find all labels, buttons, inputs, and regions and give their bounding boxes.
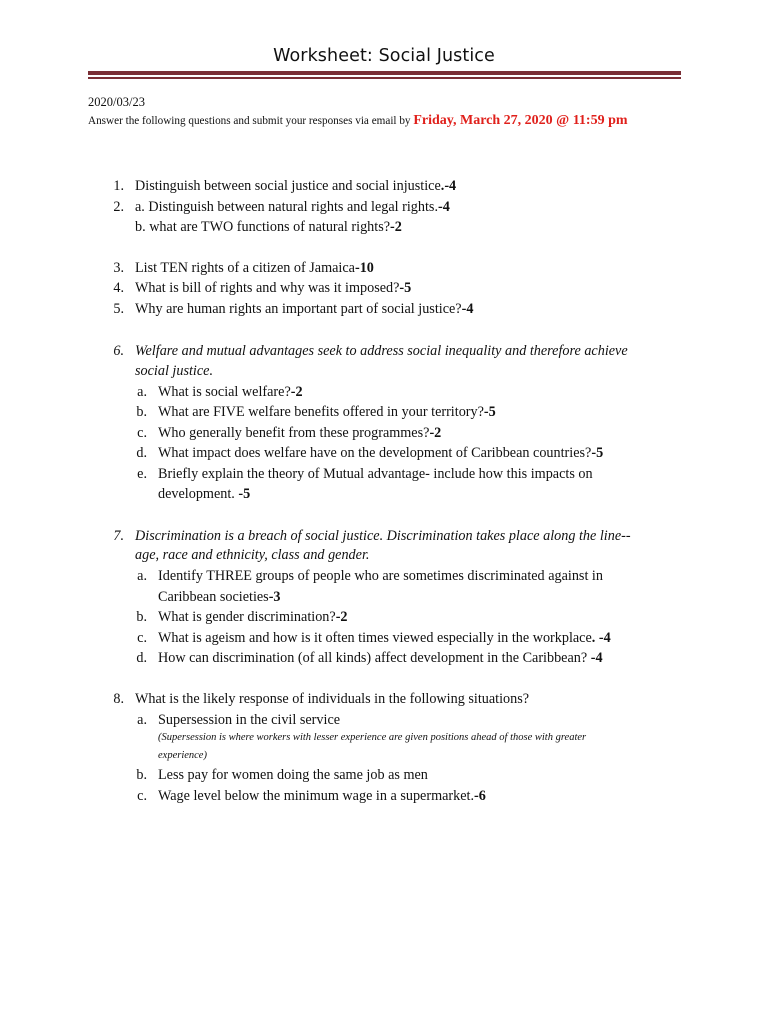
q8-number: 8. — [113, 691, 124, 707]
instruction-text: Answer the following questions and submit your responses via email by — [88, 115, 411, 127]
q6d-text: What impact does welfare have on the development of Caribbean countries? — [158, 445, 592, 461]
q3-text: List TEN rights of a citizen of Jamaica — [135, 260, 355, 276]
q7-number: 7. — [113, 528, 124, 544]
q6b-text: What are FIVE welfare benefits offered in your territory? — [158, 404, 484, 420]
q4-number: 4. — [113, 280, 124, 296]
q5-text: Why are human rights an important part of social justice? — [135, 301, 462, 317]
q7d-text: How can discrimination (of all kinds) affect development in the Caribbean? — [158, 650, 591, 666]
q2b-marks: -2 — [390, 219, 402, 235]
q2b-line — [135, 218, 402, 236]
q6-intro-line2: social justice. — [135, 363, 214, 379]
q6d-label: d. — [136, 445, 147, 461]
q6c-label: c. — [137, 425, 147, 441]
q7b-text: What is gender discrimination? — [158, 609, 336, 625]
q7d-label: d. — [136, 650, 147, 666]
q7b-label: b. — [136, 609, 147, 625]
q7c-marks: . -4 — [591, 630, 611, 646]
q6-intro-line1: Welfare and mutual advantages seek to address social inequality and therefore achieve — [135, 343, 628, 359]
q1-text: Distinguish between social justice and social injustice — [135, 178, 441, 194]
q6e-text2: development. — [158, 486, 239, 502]
submission-instruction — [88, 113, 628, 129]
q6c-line — [158, 424, 441, 442]
q8b-text: Less pay for women doing the same job as men — [158, 767, 428, 783]
q2b-text: b. what are TWO functions of natural rights? — [135, 219, 391, 235]
q7a-marks: -3 — [268, 589, 281, 605]
q2a-marks: -4 — [438, 199, 450, 215]
q6c-text: Who generally benefit from these programmes? — [158, 425, 430, 441]
q7a-label: a. — [137, 568, 147, 584]
q7b-marks: -2 — [335, 609, 348, 625]
q6a-line — [158, 383, 303, 401]
q8c-text: Wage level below the minimum wage in a supermarket. — [158, 788, 475, 804]
q6a-text: What is social welfare? — [158, 384, 291, 400]
q3-marks: -10 — [354, 260, 374, 276]
q2-number: 2. — [113, 199, 124, 215]
q7d-marks: -4 — [590, 650, 603, 666]
q1-number: 1. — [113, 178, 124, 194]
q6b-label: b. — [136, 404, 147, 420]
q6c-marks: -2 — [429, 425, 442, 441]
q6e-marks: -5 — [238, 486, 251, 502]
q6-number: 6. — [113, 343, 124, 359]
q1-line — [135, 177, 456, 195]
q8a-note-line1: (Supersession is where workers with lesser experience are given positions ahead of those with greater — [158, 732, 587, 743]
q8c-line — [158, 787, 486, 805]
q5-number: 5. — [113, 301, 124, 317]
q8a-label: a. — [137, 712, 147, 728]
q8c-label: c. — [137, 788, 147, 804]
q1-marks: .-4 — [440, 178, 457, 194]
q6e-line1: Briefly explain the theory of Mutual advantage- include how this impacts on — [158, 466, 593, 482]
q7c-line — [158, 629, 611, 647]
q5-marks: -4 — [461, 301, 474, 317]
q3-number: 3. — [113, 260, 124, 276]
q4-line — [135, 279, 411, 297]
due-date: Friday, March 27, 2020 @ 11:59 pm — [413, 113, 628, 128]
q5-line — [135, 300, 473, 318]
q6d-line — [158, 444, 603, 462]
q8-text: What is the likely response of individuals in the following situations? — [135, 691, 530, 707]
q7a-text2: Caribbean societies — [158, 589, 269, 605]
q4-text: What is bill of rights and why was it imposed? — [135, 280, 400, 296]
q7-intro-line1: Discrimination is a breach of social justice. Discrimination takes place along the line-- — [135, 528, 631, 544]
q7c-text: What is ageism and how is it often times viewed especially in the workplace — [158, 630, 592, 646]
q7c-label: c. — [137, 630, 147, 646]
q7a-line2 — [158, 588, 281, 606]
q6a-marks: -2 — [290, 384, 303, 400]
q6e-line2 — [158, 485, 250, 503]
q6b-marks: -5 — [483, 404, 496, 420]
q7b-line — [158, 608, 348, 626]
q6a-label: a. — [137, 384, 147, 400]
q6b-line — [158, 403, 496, 421]
title-divider-thick — [88, 71, 681, 75]
q4-marks: -5 — [399, 280, 412, 296]
title-divider-thin — [88, 77, 681, 79]
q8a-note-line2: experience) — [158, 750, 207, 761]
q8b-label: b. — [136, 767, 147, 783]
q2a-text: a. Distinguish between natural rights and legal rights. — [135, 199, 438, 215]
q8c-marks: -6 — [474, 788, 486, 804]
q6e-label: e. — [137, 466, 147, 482]
q7-intro-line2: age, race and ethnicity, class and gender. — [135, 547, 370, 563]
q6d-marks: -5 — [591, 445, 604, 461]
q8a-text: Supersession in the civil service — [158, 712, 341, 728]
page-title: Worksheet: Social Justice — [273, 46, 495, 66]
q7a-line1: Identify THREE groups of people who are sometimes discriminated against in — [158, 568, 603, 584]
worksheet-date: 2020/03/23 — [88, 95, 145, 109]
q3-line — [135, 259, 374, 277]
q7d-line — [158, 649, 603, 667]
q2a-line — [135, 198, 450, 216]
